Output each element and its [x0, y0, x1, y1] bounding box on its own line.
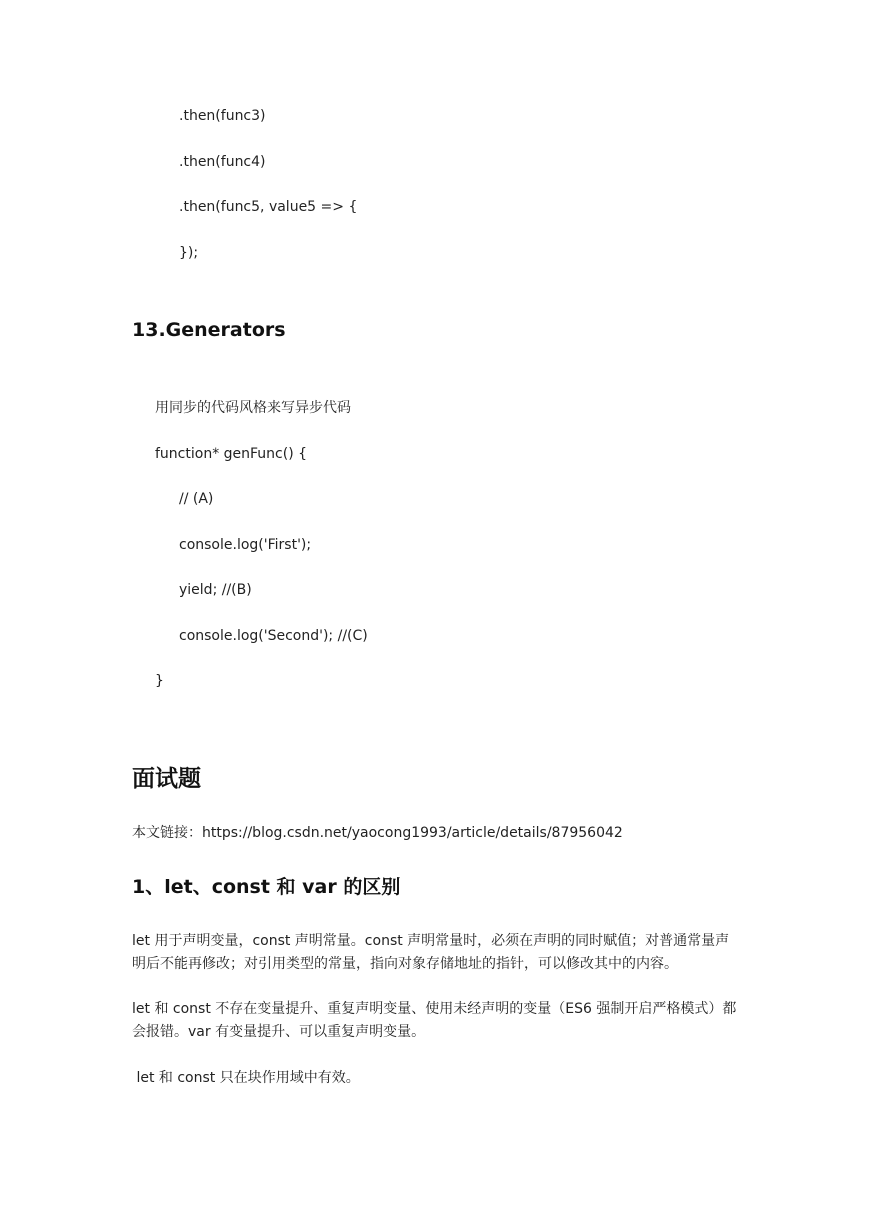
code-line: } — [155, 673, 164, 689]
code-line: console.log('Second'); //(C) — [179, 628, 368, 644]
section-intro: 用同步的代码风格来写异步代码 — [155, 400, 351, 416]
code-line: .then(func3) — [179, 108, 266, 124]
page-title-interview: 面试题 — [132, 766, 201, 792]
article-link-line: 本文链接：https://blog.csdn.net/yaocong1993/article/details/87956042 — [132, 825, 623, 841]
paragraph: let 和 const 只在块作用域中有效。 — [132, 1070, 360, 1086]
code-line: // (A) — [179, 491, 214, 507]
code-line: .then(func4) — [179, 154, 266, 170]
paragraph: let 用于声明变量，const 声明常量。const 声明常量时，必须在声明的同时赋值；对普通常量声明后不能再修改；对引用类型的常量，指向对象存储地址的指针，可以修改其中的内容。 — [132, 933, 730, 972]
code-line: }); — [179, 245, 199, 261]
question-heading: 1、let、const 和 var 的区别 — [132, 876, 401, 898]
code-line: function* genFunc() { — [155, 446, 308, 462]
code-line: .then(func5, value5 => { — [179, 199, 358, 215]
paragraph: let 和 const 不存在变量提升、重复声明变量、使用未经声明的变量（ES6 强制开启严格模式）都会报错。var 有变量提升、可以重复声明变量。 — [132, 1001, 737, 1040]
code-line: console.log('First'); — [179, 537, 312, 553]
code-line: yield; //(B) — [179, 582, 252, 598]
section-heading-generators: 13.Generators — [132, 319, 286, 341]
